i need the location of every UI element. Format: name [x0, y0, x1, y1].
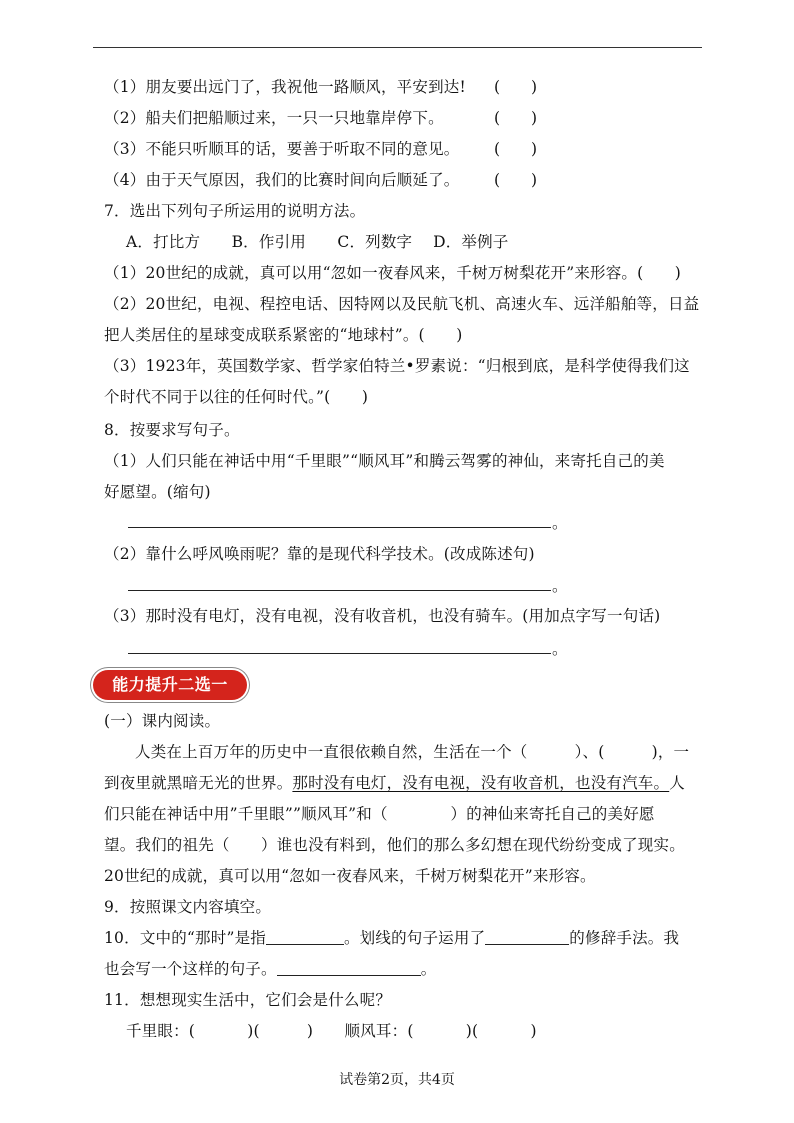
q8-period-3: 。 [552, 640, 568, 658]
passage-line-2 [104, 773, 685, 793]
q8-period-1: 。 [552, 514, 568, 532]
q8-title: 8．按要求写句子。 [104, 421, 240, 439]
q7-item-2: （2）20世纪，电视、程控电话、因特网以及民航飞机、高速火车、远洋船舶等，日益 [104, 295, 700, 313]
q10-blank-1[interactable] [266, 928, 344, 945]
q8-answer-line-2[interactable] [128, 590, 551, 591]
q7-options: A．打比方 B．作引用 C．列数字 D．举例子 [126, 233, 509, 251]
q7-item-3: （3）1923年，英国数学家、哲学家伯特兰•罗素说：“归根到底，是科学使得我们这 [104, 357, 690, 375]
q8-item-1: （1）人们只能在神话中用“千里眼”“顺风耳”和腾云驾雾的神仙，来寄托自己的美 [104, 452, 665, 470]
q11-title: 11．想想现实生活中，它们会是什么呢？ [104, 991, 392, 1009]
q10-line-2 [104, 959, 436, 979]
q11-answer-line[interactable]: 千里眼：( )( ) 顺风耳：( )( ) [126, 1022, 537, 1040]
passage-line-4: 望。我们的祖先（ ）谁也没有料到，他们的那么多幻想在现代纷纷变成了现实。 [104, 836, 685, 854]
q7-item-2-cont: 把人类居住的星球变成联系紧密的“地球村”。( ) [104, 326, 463, 344]
q6-item-1-answer[interactable]: ( ) [494, 78, 538, 96]
q8-answer-line-1[interactable] [128, 527, 551, 528]
q7-title: 7．选出下列句子所运用的说明方法。 [104, 202, 366, 220]
reading-section-title: (一）课内阅读。 [104, 712, 221, 730]
q6-item-3-answer[interactable]: ( ) [494, 140, 538, 158]
passage-line-1: 人类在上百万年的历史中一直很依赖自然，生活在一个（ ）、( )，一 [135, 743, 690, 761]
q10-blank-2[interactable] [485, 928, 569, 945]
passage-line-5: 20世纪的成就，真可以用“忽如一夜春风来，千树万树梨花开”来形容。 [104, 867, 596, 885]
q6-item-3: （3）不能只听顺耳的话，要善于听取不同的意见。 [104, 140, 460, 158]
q6-item-2: （2）船夫们把船顺过来，一只一只地靠岸停下。 [104, 109, 444, 127]
q8-period-2: 。 [552, 577, 568, 595]
q10-text-4: 也会写一个这样的句子。 [104, 960, 277, 978]
q8-item-3: （3）那时没有电灯，没有电视，没有收音机，也没有骑车。(用加点字写一句话) [104, 607, 661, 625]
q10-line-1 [104, 928, 679, 948]
q10-blank-3[interactable] [277, 959, 421, 976]
q6-item-1: （1）朋友要出远门了，我祝他一路顺风，平安到达! [104, 78, 466, 96]
q10-text-1: 10．文中的“那时”是指 [104, 929, 266, 947]
q10-text-3: 的修辞手法。我 [569, 929, 680, 947]
passage-line-3: 们只能在神话中用”千里眼””顺风耳”和（ ）的神仙来寄托自己的美好愿 [104, 805, 655, 823]
section-banner-label: 能力提升二选一 [112, 675, 228, 694]
q8-item-2: （2）靠什么呼风唤雨呢？靠的是现代科学技术。(改成陈述句) [104, 545, 535, 563]
q7-item-1: （1）20世纪的成就，真可以用“忽如一夜春风来，千树万树梨花开”来形容。( ) [104, 264, 682, 282]
underlined-sentence: 那时没有电灯，没有电视，没有收音机，也没有汽车。 [292, 774, 670, 792]
q10-text-2: 。划线的句子运用了 [343, 929, 486, 947]
q8-item-1-cont: 好愿望。(缩句) [104, 483, 211, 501]
q6-item-4-answer[interactable]: ( ) [494, 171, 538, 189]
section-banner [93, 670, 247, 700]
passage-line-2-tail: 人 [669, 774, 685, 792]
q9-title: 9．按照课文内容填空。 [104, 898, 272, 916]
q8-answer-line-3[interactable] [128, 653, 551, 654]
q6-item-4: （4）由于天气原因，我们的比赛时间向后顺延了。 [104, 171, 460, 189]
q10-text-5: 。 [420, 960, 437, 978]
q6-item-2-answer[interactable]: ( ) [494, 109, 538, 127]
header-rule [93, 47, 702, 48]
page-footer: 试卷第2页，共4页 [339, 1072, 455, 1088]
passage-line-2-plain: 到夜里就黑暗无光的世界。 [104, 774, 293, 792]
q7-item-3-cont: 个时代不同于以往的任何时代。”( ) [104, 388, 369, 406]
